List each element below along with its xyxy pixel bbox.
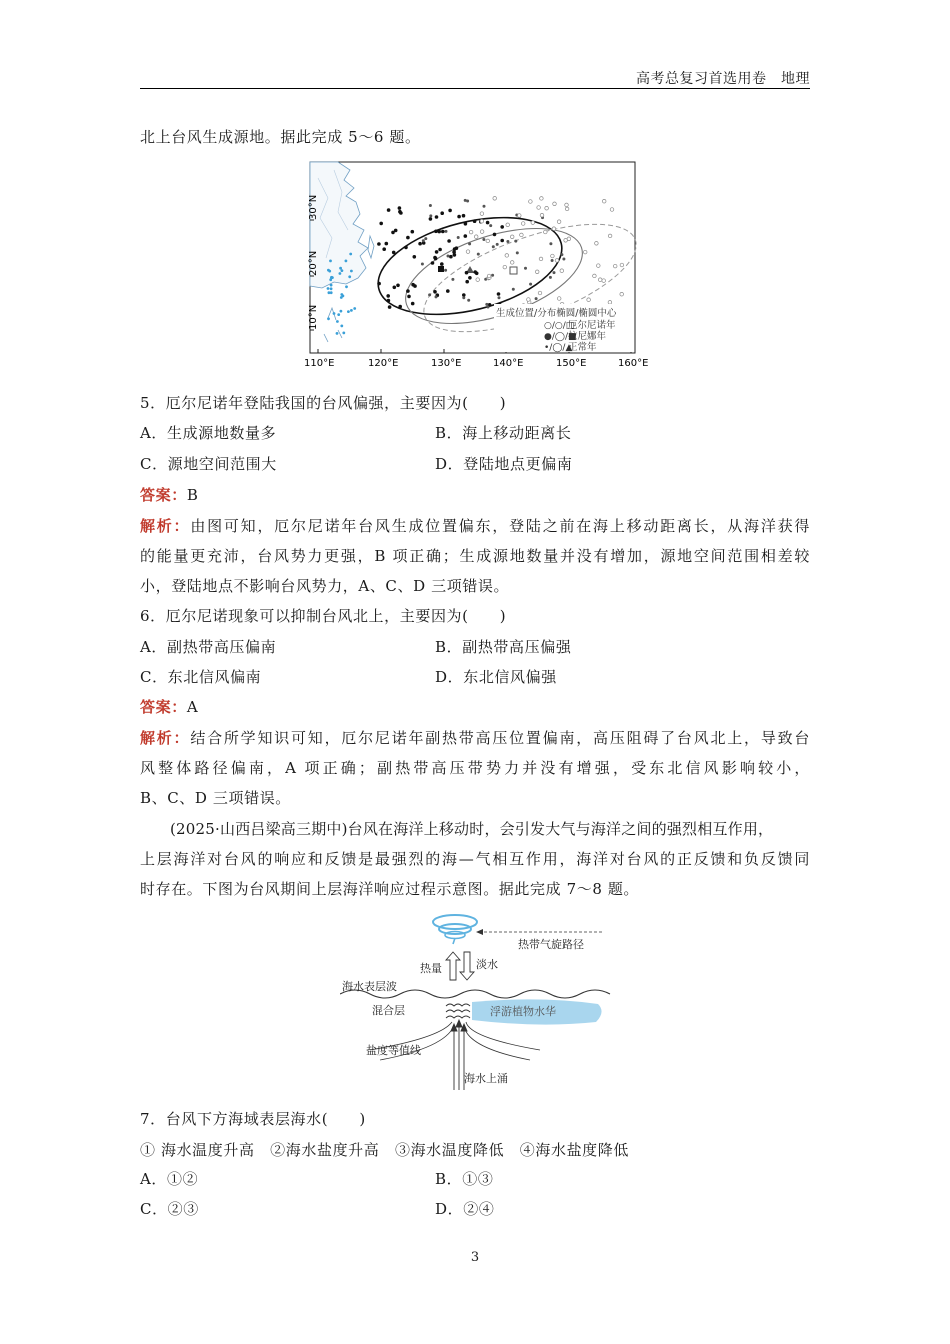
lanina-dot [418, 242, 422, 246]
elnino-dot [529, 200, 533, 204]
lon-label-140: 140°E [493, 358, 524, 369]
q5-option-d: D．登陆地点更偏南 [435, 455, 573, 473]
coastal-dot [330, 287, 333, 290]
cyclone-path-arrowhead [476, 929, 483, 935]
legend-title: 生成位置/分布椭圆/椭圆中心 [496, 308, 617, 319]
normal-dot [462, 296, 465, 299]
lanina-dot [379, 222, 383, 226]
q6-stem: 6．厄尔尼诺现象可以抑制台风北上，主要因为( ) [140, 607, 507, 625]
elnino-dot [544, 230, 548, 234]
normal-dot [457, 236, 460, 239]
q6-answer [140, 696, 198, 717]
lanina-dot [377, 282, 381, 286]
elnino-dot [531, 221, 535, 225]
lanina-dot [398, 210, 402, 214]
lanina-dot [500, 239, 504, 243]
q7-option-d: D．②④ [435, 1200, 495, 1218]
q6-option-c: C．东北信风偏南 [140, 668, 262, 686]
elnino-dot [593, 274, 597, 278]
normal-dot [482, 238, 485, 241]
normal-dot [553, 271, 556, 274]
lanina-dot [473, 219, 477, 223]
lanina-dot [500, 225, 504, 229]
lanina-dot [434, 230, 438, 234]
normal-dot [483, 205, 486, 208]
elnino-dot [565, 203, 569, 207]
elnino-dot [480, 219, 484, 223]
elnino-dot [521, 222, 525, 226]
lon-label-160: 160°E [618, 358, 649, 369]
lanina-dot [440, 262, 444, 266]
lanina-dot [464, 234, 468, 238]
q6-option-b: B．副热带高压偏强 [435, 638, 572, 656]
elnino-dot [487, 274, 491, 278]
elnino-dot [537, 206, 541, 210]
normal-dot [560, 253, 563, 256]
elnino-dot [610, 208, 614, 212]
lanina-dot [387, 208, 391, 212]
elnino-dot [539, 257, 543, 261]
lanina-dot [411, 302, 415, 306]
elnino-dot [598, 278, 602, 282]
legend-label-elnino: 厄尔尼诺年 [568, 320, 616, 331]
lanina-dot [440, 211, 444, 215]
elnino-dot [535, 270, 539, 274]
normal-dot [444, 269, 447, 272]
lanina-dot [493, 233, 497, 237]
coastal-dot [328, 291, 331, 294]
label-freshwater: 淡水 [476, 958, 498, 971]
normal-dot [447, 255, 450, 258]
normal-dot [524, 267, 527, 270]
intro-line: 北上台风生成源地。据此完成 5～6 题。 [140, 128, 421, 146]
lanina-dot [497, 292, 501, 296]
lanina-dot [473, 270, 477, 274]
legend-symbol-elnino: ○/○/□ [544, 321, 575, 331]
lanina-dot [396, 284, 400, 288]
coastal-dot [336, 320, 339, 323]
normal-dot [445, 230, 448, 233]
normal-dot [466, 200, 469, 203]
normal-dot [551, 259, 554, 262]
elnino-dot [510, 261, 514, 265]
coastal-dot [345, 260, 348, 263]
normal-dot [424, 237, 427, 240]
q5-option-a: A．生成源地数量多 [140, 424, 277, 442]
running-header: 高考总复习首选用卷 地理 [636, 71, 810, 87]
coastal-dot [327, 287, 330, 290]
elnino-dot [620, 263, 624, 267]
elnino-dot [583, 250, 587, 254]
coastal-dot [342, 332, 345, 335]
lanina-dot [437, 230, 441, 234]
q6-option-a: A．副热带高压偏南 [140, 638, 277, 656]
legend-label-lanina: 拉尼娜年 [568, 331, 607, 342]
legend-symbol-normal: •/◯/▲ [544, 343, 573, 353]
lon-label-130: 130°E [431, 358, 462, 369]
elnino-dot [555, 259, 559, 263]
passage-line-2: 上层海洋对台风的响应和反馈是最强烈的海—气相互作用，海洋对台风的正反馈和负反馈同 [140, 850, 810, 868]
lon-label-150: 150°E [556, 358, 587, 369]
elnino-dot [480, 212, 484, 216]
lanina-dot [382, 247, 386, 251]
lanina-dot [386, 294, 390, 298]
elnino-dot [602, 199, 606, 203]
lat-label-10: 10°N [308, 304, 319, 330]
lanina-dot [385, 242, 389, 246]
elnino-dot [602, 279, 606, 283]
lanina-dot [387, 299, 391, 303]
lanina-dot [449, 255, 453, 259]
elnino-dot [560, 269, 564, 273]
elnino-dot [510, 235, 514, 239]
analysis-label: 解析： [140, 517, 191, 535]
lanina-dot [435, 250, 439, 254]
normal-dot [529, 283, 532, 286]
q6-option-d: D．东北信风偏强 [435, 668, 557, 686]
lat-label-30: 30°N [308, 194, 319, 220]
elnino-dot [608, 234, 612, 238]
q7-option-c: C．②③ [140, 1200, 199, 1218]
coastal-dot [337, 313, 340, 316]
elnino-dot [553, 202, 557, 206]
elnino-dot [620, 292, 624, 296]
elnino-dot [538, 291, 542, 295]
analysis-label: 解析： [140, 729, 191, 747]
normal-dot [468, 242, 471, 245]
coastal-dot [339, 267, 342, 270]
elnino-dot [493, 197, 497, 201]
normal-dot [435, 295, 438, 298]
heat-arrow [446, 952, 460, 980]
coastal-dot [333, 312, 336, 315]
coastal-dot [348, 275, 351, 278]
ocean-response-diagram [340, 910, 612, 1092]
lanina-dot [429, 217, 433, 221]
coastal-dot [340, 296, 343, 299]
label-bloom: 浮游植物水华 [490, 1005, 556, 1018]
normal-dot [477, 253, 480, 256]
lanina-dot [447, 239, 451, 243]
coastal-dot [328, 270, 331, 273]
lanina-dot [406, 289, 410, 293]
normal-dot [535, 297, 538, 300]
lanina-dot [407, 295, 411, 299]
lanina-dot [433, 256, 437, 260]
label-cyclone-path: 热带气旋路径 [518, 938, 584, 951]
lanina-dot [441, 230, 445, 234]
normal-dot [429, 214, 432, 217]
elnino-dot [506, 223, 510, 227]
lanina-dot [393, 286, 397, 290]
q5-answer [140, 484, 198, 505]
normal-dot [491, 274, 494, 277]
normal-dot [451, 278, 454, 281]
lanina-dot [486, 221, 490, 225]
freshwater-arrow [460, 952, 474, 980]
lanina-dot [388, 305, 392, 309]
lanina-dot [431, 261, 435, 265]
elnino-dot [540, 213, 544, 217]
normal-dot [512, 288, 515, 291]
coastal-dot [339, 272, 342, 275]
label-surface-wave: 海水表层波 [342, 980, 397, 993]
cyclone-icon [433, 915, 477, 944]
passage-line-3: 时存在。下图为台风期间上层海洋响应过程示意图。据此完成 7～8 题。 [140, 880, 640, 898]
coastal-dot [330, 276, 333, 279]
q5-stem: 5．厄尔尼诺年登陆我国的台风偏强，主要因为( ) [140, 394, 507, 412]
elnino-dot [557, 220, 561, 224]
coastal-dot [353, 307, 356, 310]
lanina-dot [455, 246, 459, 250]
lanina-dot [413, 255, 417, 259]
elnino-dot [503, 265, 507, 269]
q6-analysis-line-3: B、C、D 三项错误。 [140, 789, 291, 807]
lanina-dot [462, 214, 466, 218]
elnino-dot [518, 214, 522, 218]
q7-choices: ① 海水温度升高 ②海水盐度升高 ③海水温度降低 ④海水盐度降低 [140, 1141, 629, 1159]
lat-label-20: 20°N [308, 250, 319, 276]
elnino-dot [552, 227, 556, 231]
elnino-dot [545, 206, 549, 210]
q6-analysis-line-1: 解析：结合所学知识可知，厄尔尼诺年副热带高压位置偏南，高压阻碍了台风北上，导致台 [140, 729, 810, 747]
normal-dot [428, 293, 431, 296]
page-number: 3 [470, 1250, 480, 1265]
normal-dot [429, 204, 432, 207]
coastal-dot [350, 309, 353, 312]
lanina-dot [464, 222, 468, 226]
elnino-dot [595, 242, 599, 246]
coastal-dot [340, 325, 343, 328]
mixed-layer-waves [446, 1004, 470, 1018]
normal-dot [514, 240, 517, 243]
elnino-dot [540, 197, 544, 201]
lanina-dot [411, 230, 415, 234]
lanina-dot [404, 246, 408, 250]
lanina-dot [457, 215, 461, 219]
q5-option-b: B．海上移动距离长 [435, 424, 572, 442]
q7-option-a: A．①② [140, 1170, 199, 1188]
elnino-dot [597, 264, 601, 268]
answer-label: 答案： [140, 486, 187, 504]
normal-dot [421, 263, 424, 266]
lanina-dot [377, 242, 381, 246]
elnino-dot [480, 230, 484, 234]
lanina-dot [446, 289, 450, 293]
typhoon-source-map [298, 158, 660, 373]
q7-stem: 7．台风下方海域表层海水( ) [140, 1110, 366, 1128]
lanina-dot [468, 276, 472, 280]
elnino-dot [486, 239, 490, 243]
lanina-center-marker [438, 266, 444, 272]
normal-dot [422, 239, 425, 242]
normal-dot [549, 276, 552, 279]
elnino-dot [469, 230, 473, 234]
normal-dot [496, 243, 499, 246]
lanina-dot [394, 229, 398, 233]
lanina-dot [392, 251, 396, 255]
answer-label: 答案： [140, 698, 187, 716]
normal-dot [498, 296, 501, 299]
lanina-dot [438, 248, 442, 252]
coastal-dot [336, 332, 339, 335]
coastal-dot [341, 269, 344, 272]
passage-line-1: (2025·山西吕梁高三期中)台风在海洋上移动时，会引发大气与海洋之间的强烈相互作用， [170, 820, 774, 838]
coastal-dot [327, 317, 330, 320]
q5-analysis-line-3: 小，登陆地点不影响台风势力，A、C、D 三项错误。 [140, 577, 510, 595]
lanina-dot [398, 206, 402, 210]
label-mixed-layer: 混合层 [372, 1004, 405, 1017]
q6-answer-value: A [186, 698, 199, 716]
lanina-dot [433, 290, 437, 294]
normal-dot [487, 306, 490, 309]
elnino-dot [466, 250, 470, 254]
normal-dot [467, 299, 470, 302]
lanina-dot [411, 283, 415, 287]
elnino-dot [527, 298, 531, 302]
coastal-dot [330, 284, 333, 287]
lanina-dot [465, 271, 469, 275]
coastal-dot [350, 270, 353, 273]
elnino-dot [476, 278, 480, 282]
label-upwelling: 海水上涌 [464, 1072, 508, 1085]
q5-option-c: C．源地空间范围大 [140, 455, 277, 473]
q7-option-b: B．①③ [435, 1170, 494, 1188]
normal-dot [562, 258, 565, 261]
lon-label-120: 120°E [368, 358, 399, 369]
elnino-dot [557, 297, 561, 301]
elnino-dot [613, 264, 617, 268]
lanina-dot [406, 236, 410, 240]
lanina-dot [462, 293, 466, 297]
legend-label-normal: 正常年 [568, 342, 597, 353]
lanina-dot [453, 253, 457, 257]
lanina-dot [448, 209, 452, 213]
elnino-dot [474, 235, 478, 239]
normal-dot [492, 245, 495, 248]
coastal-dot [349, 253, 352, 256]
lanina-dot [435, 215, 439, 219]
elnino-dot [608, 301, 612, 305]
lon-label-110: 110°E [304, 358, 335, 369]
coastal-dot [345, 285, 348, 288]
normal-dot [549, 242, 552, 245]
q5-answer-value: B [186, 486, 199, 504]
q5-analysis-line-2: 的能量更充沛，台风势力更强，B 项正确；生成源地数量并没有增加，源地空间范围相差较 [140, 547, 810, 565]
elnino-dot [551, 254, 555, 258]
elnino-dot [520, 233, 524, 237]
lanina-dot [465, 280, 469, 284]
q6-analysis-line-2: 风整体路径偏南，A 项正确；副热带高压带势力并没有增强，受东北信风影响较小， [140, 759, 810, 777]
coastal-dot [347, 310, 350, 313]
normal-dot [485, 303, 488, 306]
elnino-dot [587, 298, 591, 302]
coastal-dot [340, 310, 343, 313]
coastal-dot [329, 260, 332, 263]
label-heat: 热量 [420, 962, 442, 975]
header-rule [140, 88, 810, 89]
coastal-dot [340, 293, 343, 296]
elnino-dot [565, 207, 569, 211]
normal-dot [516, 251, 519, 254]
normal-dot [489, 224, 492, 227]
q5-analysis-line-1: 解析：由图可知，厄尔尼诺年台风生成位置偏东，登陆之前在海上移动距离长，从海洋获得 [140, 517, 810, 535]
elnino-dot [505, 254, 509, 258]
lanina-dot [398, 305, 402, 309]
legend-symbol-lanina: ●/◯/■ [544, 332, 577, 342]
elnino-dot [567, 237, 571, 241]
label-salinity: 盐度等值线 [366, 1044, 421, 1057]
normal-dot [506, 240, 509, 243]
